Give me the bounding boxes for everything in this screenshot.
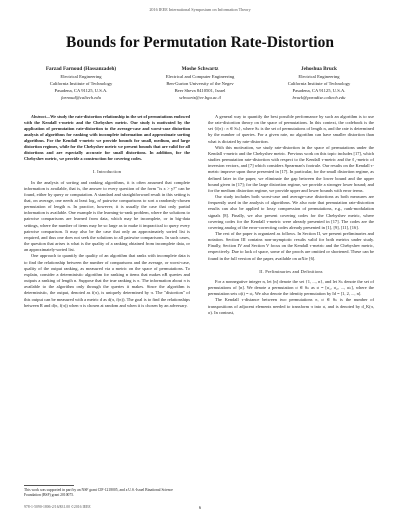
author-2: [141, 66, 259, 101]
footnote: This work was supported in part by an NSF grant CIF-1218005, and a U.S.-Israel Binational Science Foundation (BSF) grant 2010075.: [24, 488, 173, 497]
section-heading-preliminaries: II. Preliminaries and Definitions: [259, 268, 323, 274]
author-affiliation: Electrical Engineering: [298, 74, 340, 79]
abstract-lead: Abstract—: [31, 114, 51, 119]
author-block: [22, 66, 378, 101]
paragraph: The rest of the paper is organized as follows. In Section II, we present preliminaries and notation. Section III contains non-asymptotic results valid for both metrics under study. Finally, Section IV and Section V focus on the Kendall τ-metric and the Chebyshev metric, respectively. Due to lack of space, some of the proofs are omitted or shortened. These can be found in the full version of the paper, available on arXiv [6].: [208, 230, 374, 261]
author-affiliation: California Institute of Technology: [49, 81, 113, 86]
paragraph: A general way to quantify the best possible performance by such an algorithm is to use the rate-distortion theory on the space of permutations. In this context, the codebook is the set {f(π) : π ∈ Sₙ}, where Sₙ is the set of permutations of length n, and the rate is determined by the number of queries. For a given rate, no algorithm can have smaller distortion than what is dictated by rate-distortion.: [208, 114, 374, 144]
author-affiliation: Ben-Gurion University of the Negev: [166, 81, 234, 86]
author-address: Beer Sheva 8410501, Israel: [174, 88, 226, 93]
author-affiliation: California Institute of Technology: [287, 81, 351, 86]
paper-title: Bounds for Permutation Rate-Distortion: [66, 34, 334, 51]
author-address: Pasadena, CA 91125, U.S.A.: [292, 88, 346, 93]
abstract: [24, 114, 190, 162]
paragraph: The Kendall τ-distance between two permutations π, σ ∈ Sₙ is the number of transpositions of adjacent elements needed to transform π into σ, and is denoted by d_K(π, σ). In contrast,: [208, 297, 374, 315]
author-name: Farzad Farnoud (Hassanzadeh): [45, 66, 117, 72]
conference-header: 2016 IEEE International Symposium on Information Theory: [149, 7, 251, 12]
paragraph: Our study includes both worst-case and average-case distortions as both measures are frequently used in the analysis of algorithms. We also note that permutation rate-distortion results can also be applied to lossy compression of permutations, e.g., rank-modulation signals [8]. Finally, we also present covering codes for the Chebyshev metric, where covering codes for the Kendall τ-metric were already presented in [17]. The codes are the covering analog of the error-correcting codes already presented in [1], [9], [11], [16].: [208, 194, 374, 230]
section-heading-introduction: I. Introduction: [92, 169, 122, 175]
author-1: [22, 66, 140, 101]
left-column: [24, 114, 190, 309]
footnote-rule: [24, 485, 74, 486]
author-address: Pasadena, CA 91125, U.S.A.: [54, 88, 108, 93]
abstract-text: We study the rate-distortion relationship in the set of permutations endowed with the Kendall τ-metric and the Chebyshev metric. Our study is motivated by the application of permutation rate-distortion to the average-case and worst-case distortion analysis of algorithms for ranking with incomplete information and approximate sorting algorithms. For the Kendall τ-metric we provide bounds for small, medium, and large distortion regimes, while for the Chebyshev metric we present bounds that are valid for all distortions and are especially accurate for small distortions. In addition, for the Chebyshev metric, we provide a construction for covering codes.: [24, 114, 190, 162]
author-name: Moshe Schwartz: [181, 66, 219, 72]
paragraph: In the analysis of sorting and ranking algorithms, it is often assumed that complete information is available, that is, the answer to every question of the form "is x > y?" can be found, either by query or computation. A standard and straightforward result in this setting is that, on average, one needs at least log₂ n! pairwise comparisons to sort a randomly-chosen permutation of length n. In practice, however, it is usually the case that only partial information is available. One example is the learning-to-rank problem, where the solutions to pairwise comparisons are learned from data, which may be incomplete, or in big-data settings, where the number of items may be so large as to make it impractical to query every pairwise comparison. It may also be the case that only an approximately sorted list is required, and thus one does not seek the solutions to all pairwise comparisons. In such cases, the question that arises is what is the quality of a ranking obtained from incomplete data, or an approximately-sorted list.: [24, 179, 190, 253]
author-name: Jehoshua Bruck: [301, 66, 337, 72]
copyright-line: 978-1-5090-1806-2/16/$31.00 ©2016 IEEE: [24, 505, 91, 509]
author-affiliation: Electrical Engineering: [60, 74, 102, 79]
paragraph: One approach to quantify the quality of an algorithm that ranks with incomplete data is to find the relationship between the number of comparisons and the average, or worst-case, quality of the output ranking, as measured via a metric on the space of permutations. To explain, consider a deterministic algorithm for ranking n items that makes nR queries and outputs a ranking of length n. Suppose that the true ranking is π. The information about π is available to the algorithm only through the queries it makes. Since the algorithm is deterministic, the output, denoted as f(π), is uniquely determined by π. The "distortion" of this output can be measured with a metric d as d(π, f(π)). The goal is to find the relationships between R and d(π, f(π)) when π is chosen at random and when it is chosen by an adversary.: [24, 253, 190, 308]
author-email: bruck@paradise.caltech.edu: [292, 95, 346, 100]
right-column: [208, 114, 374, 316]
paragraph: With this motivation, we study rate-distortion in the space of permutations under the Kendall τ-metric and the Chebyshev metric. Previous work on this topic includes [17], which studies permutation rate-distortion with respect to the Kendall τ-metric and the ℓ₁-metric of inversion vectors, and [7] which considers Spearman's footrule. Our results on the Kendall τ-metric improve upon those presented in [17]. In particular, for the small distortion regime, as defined later in the paper, we eliminate the gap between the lower bound and the upper bound given in [17]; for the large distortion regime, we provide a stronger lower bound; and for the medium distortion regime, we provide upper and lower bounds with error terms.: [208, 144, 374, 193]
author-affiliation: Electrical and Computer Engineering: [165, 74, 235, 79]
author-3: [260, 66, 378, 101]
paragraph: For a nonnegative integer n, let [n] denote the set {1, ..., n}, and let Sₙ denote the set of permutations of [n]. We denote a permutation σ ∈ Sₙ as σ = [σ₁, σ₂, ..., σₙ], where the permutation sets σ(i) = σᵢ. We also denote the identity permutation by Id = [1, 2, ..., n].: [208, 278, 374, 297]
page-number: 6: [198, 505, 202, 510]
author-email: schwartz@ee.bgu.ac.il: [179, 95, 221, 100]
author-email: farnoud@caltech.edu: [61, 95, 101, 100]
